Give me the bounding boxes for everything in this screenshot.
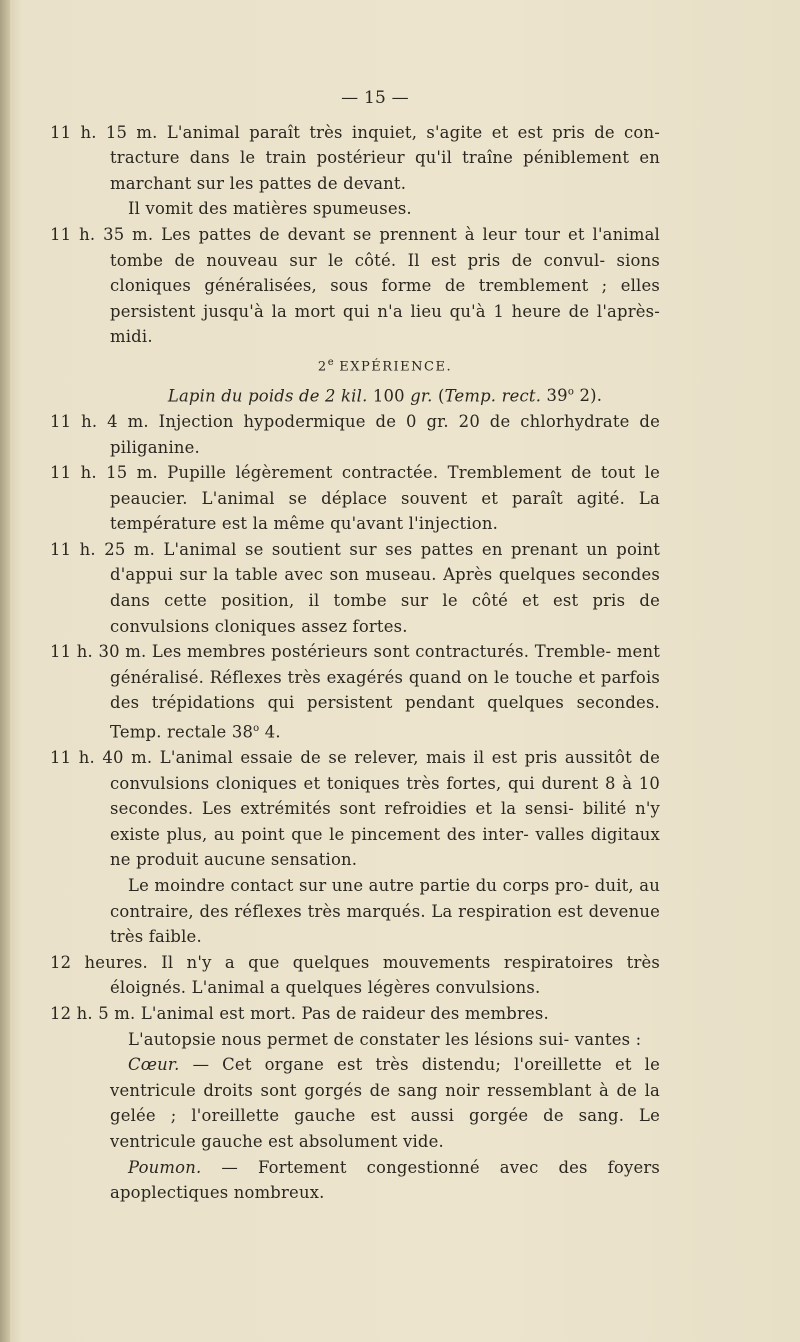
paragraph-contact: [50, 873, 660, 950]
text-line: elles persistent jusqu'à la mort qui n'a lieu qu'à 1 heure de: [110, 276, 660, 321]
text-line: secondes dans cette position, il tombe sur le côté et est pris: [110, 565, 660, 611]
organ-label-lung: Poumon.: [128, 1157, 202, 1177]
subhead-part: 2).: [579, 386, 603, 406]
subhead-part: (: [437, 386, 445, 406]
entry-11h15: [50, 120, 660, 197]
text-line: est devenue très faible.: [110, 901, 660, 947]
text-line: 11 h. 4 m. Injection hypodermique de 0 gr. 20 de chlorhydrate de: [50, 411, 660, 431]
paragraph-vomit: [50, 196, 660, 222]
subhead-part: Lapin du poids de 2 kil.: [167, 386, 368, 406]
heading-number: 2: [317, 359, 328, 375]
degree-sign: o: [253, 723, 260, 735]
text-line: 11 h. 25 m. L'animal se soutient sur ses pattes en prenant un: [50, 539, 608, 559]
text-line: 11 h. 40 m. L'animal essaie de se relever, mais il est pris aussitôt: [50, 748, 632, 768]
text-line: secondes. Temp. rectale 38: [110, 693, 660, 742]
entry-11h40: [50, 745, 660, 873]
section-heading: [50, 350, 660, 380]
entry-12h05: [50, 1001, 660, 1027]
text-line: valles digitaux ne produit aucune sensation.: [110, 824, 660, 870]
text-line: bilité n'y existe plus, au point que le pincement des inter-: [110, 799, 660, 844]
text-line: ment généralisé. Réflexes très exagérés quand on le touche: [110, 642, 660, 687]
subhead-part: 39: [546, 386, 568, 406]
organ-label-heart: Cœur.: [128, 1055, 180, 1075]
text-line: la gelée ; l'oreillette gauche est aussi gorgée de sang. Le: [110, 1080, 660, 1126]
text-line: 12 h. 5 m. L'animal est mort. Pas de raideur des membres.: [50, 1004, 549, 1024]
book-spine-shadow: [0, 0, 10, 1342]
text-line: Le moindre contact sur une autre partie du corps pro-: [128, 876, 590, 896]
text-line: le peaucier. L'animal se déplace souvent et paraît agité. La: [110, 463, 660, 508]
paragraph-lung: [50, 1155, 660, 1206]
text-line: 11 h. 15 m. Pupille légèrement contractée. Tremblement de tout: [50, 463, 636, 483]
heading-text: EXPÉRIENCE.: [339, 359, 453, 375]
text-line: tracture dans le train postérieur qu'il traîne péniblement en: [110, 148, 660, 168]
text-line: de convulsions cloniques et toniques très fortes, qui durent: [110, 748, 660, 793]
text-line: apoplectiques nombreux.: [110, 1183, 325, 1203]
text-line: température est la même qu'avant l'injection.: [110, 514, 499, 534]
text-line: — Fortement congestionné avec des foyers: [201, 1157, 660, 1177]
entry-11h35: [50, 222, 660, 350]
paragraph-autopsy: [50, 1027, 660, 1053]
subhead-part: Temp. rect.: [444, 386, 542, 406]
text-line: 11 h. 15 m. L'animal paraît très inquiet, s'agite et est pris de con-: [50, 122, 660, 142]
text-line: ventricule gauche est absolument vide.: [110, 1132, 444, 1152]
subhead-part: 100: [372, 386, 405, 406]
text-line: — Cet organe est très distendu; l'oreillette et le: [179, 1055, 660, 1075]
text-line: 11 h. 30 m. Les membres postérieurs sont contracturés. Tremble-: [50, 642, 612, 662]
text-line: L'autopsie nous permet de constater les lésions sui-: [128, 1029, 570, 1049]
page-number: — 15 —: [341, 88, 409, 108]
text-line: duit, au contraire, des réflexes très marqués. La respiration: [110, 876, 660, 921]
text-line: ventricule droits sont gorgés de sang noir ressemblant à de: [110, 1080, 638, 1100]
text-line: 4.: [259, 722, 281, 742]
text-line: sions cloniques généralisées, sous forme de tremblement ;: [110, 250, 660, 296]
entry-11h25: [50, 537, 660, 639]
text-line: piliganine.: [110, 437, 200, 457]
text-line: point d'appui sur la table avec son museau. Après quelques: [110, 539, 660, 585]
text-line: éloignés. L'animal a quelques légères convulsions.: [110, 978, 541, 998]
text-line: l'après-midi.: [110, 301, 660, 347]
page-body: [50, 86, 660, 1206]
heading-superscript: e: [327, 356, 334, 368]
text-line: Il vomit des matières spumeuses.: [128, 199, 412, 219]
text-line: marchant sur les pattes de devant.: [110, 173, 407, 193]
entry-12h: [50, 950, 660, 1001]
subhead-part: gr.: [410, 386, 433, 406]
text-line: et parfois des trépidations qui persistent pendant quelques: [110, 667, 661, 713]
text-line: l'animal tombe de nouveau sur le côté. Il est pris de convul-: [110, 224, 660, 270]
text-line: 12 heures. Il n'y a que quelques mouvements respiratoires très: [50, 952, 660, 972]
degree-sign: o: [567, 386, 575, 398]
entry-11h15-b: [50, 460, 660, 537]
text-line: 8 à 10 secondes. Les extrémités sont refroidies et la sensi-: [110, 773, 660, 819]
text-line: de convulsions cloniques assez fortes.: [110, 591, 660, 636]
experiment-subheading: [50, 380, 660, 409]
text-line: 11 h. 35 m. Les pattes de devant se prennent à leur tour et: [50, 224, 585, 244]
entry-11h04: [50, 409, 660, 460]
paragraph-heart: [50, 1052, 660, 1154]
entry-11h30: [50, 639, 660, 745]
text-line: vantes :: [574, 1029, 642, 1049]
